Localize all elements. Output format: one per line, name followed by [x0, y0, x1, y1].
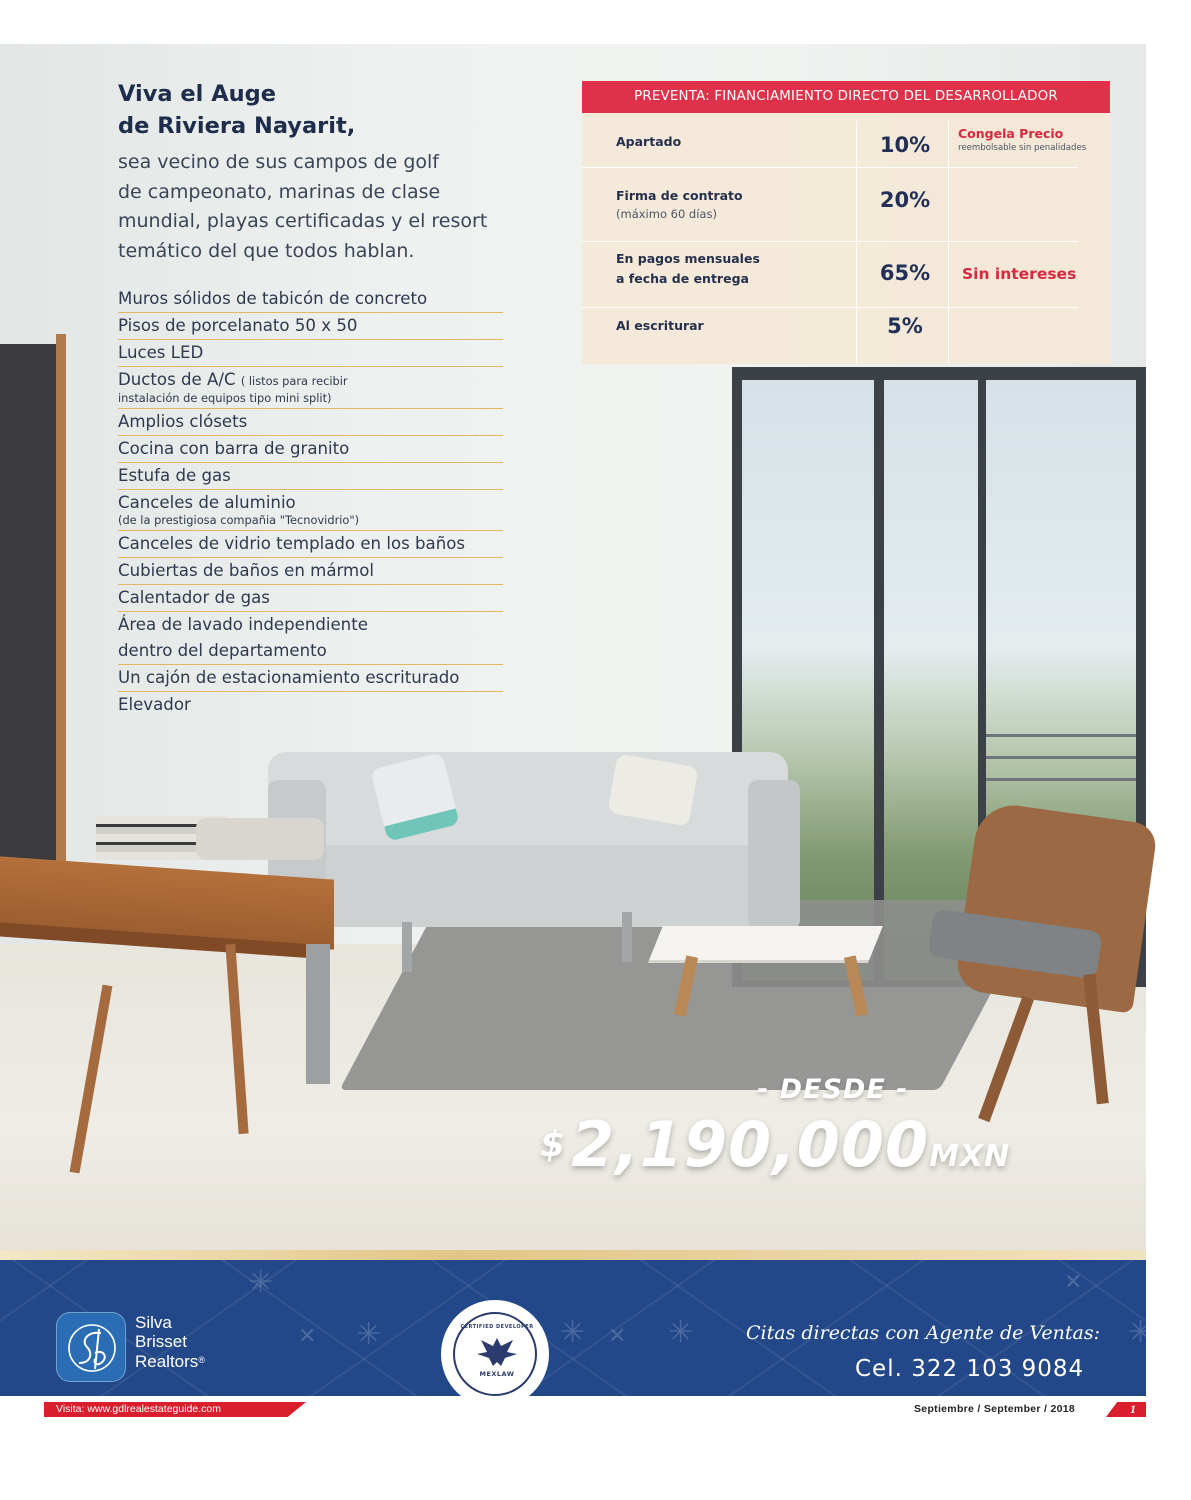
- feature-item: [118, 367, 503, 409]
- feature-item: [118, 313, 503, 340]
- financing-table: [582, 81, 1110, 364]
- feature-item: [118, 585, 503, 612]
- contact-label: Citas directas con Agente de Ventas:: [746, 1322, 1100, 1344]
- contact-banner: [0, 1260, 1154, 1396]
- financing-row-note: Sin intereses: [962, 265, 1077, 283]
- financing-row-label: Apartado: [616, 134, 682, 149]
- feature-text: Cubiertas de baños en mármol: [118, 561, 374, 580]
- coffee-table: [649, 926, 883, 960]
- financing-label-line: En pagos mensuales: [616, 251, 760, 266]
- table-divider: [582, 241, 1078, 242]
- logo-line: Silva: [135, 1313, 172, 1332]
- eagle-icon: [455, 1314, 539, 1398]
- feature-subtext: (de la prestigiosa compañia "Tecnovidrio"): [118, 513, 360, 527]
- financing-note-sub: reembolsable sin penalidades: [958, 143, 1087, 153]
- feature-item: [118, 665, 503, 692]
- dining-chair: [196, 818, 324, 860]
- feature-subtext: instalación de equipos tipo mini split): [118, 391, 332, 405]
- silva-brisset-logo: [56, 1312, 126, 1382]
- seal-name-text: MEXLAW: [479, 1370, 515, 1378]
- balcony-rail: [986, 734, 1136, 737]
- feature-item: [118, 638, 503, 665]
- sofa-leg: [402, 922, 412, 972]
- armchair: [954, 800, 1159, 1013]
- feature-item: [118, 340, 503, 367]
- ornament-icon: ✳: [1128, 1315, 1154, 1350]
- price: [540, 1108, 1010, 1181]
- financing-label-line: a fecha de entrega: [616, 271, 749, 286]
- logo-line: Brisset: [135, 1331, 187, 1351]
- logo-line: Realtors: [135, 1352, 199, 1371]
- issue-date: Septiembre / September / 2018: [914, 1403, 1076, 1415]
- feature-item: [118, 558, 503, 585]
- door-frame: [56, 334, 66, 914]
- feature-text: Estufa de gas: [118, 466, 231, 485]
- feature-text: Un cajón de estacionamiento escriturado: [118, 668, 460, 687]
- headline: [118, 78, 355, 142]
- sb-monogram-icon: [57, 1313, 127, 1383]
- financing-label-title: Firma de contrato: [616, 188, 743, 203]
- price-amount: 2,190,000: [571, 1108, 930, 1181]
- seal-top-text: CERTIFIED DEVELOPER: [460, 1324, 534, 1330]
- financing-row-percent: 5%: [887, 314, 923, 338]
- headline-line: Viva el Auge: [118, 81, 277, 107]
- feature-text: Cocina con barra de granito: [118, 439, 350, 458]
- feature-item: [118, 436, 503, 463]
- balcony-rail: [986, 778, 1136, 781]
- contact-phone[interactable]: Cel. 322 103 9084: [855, 1356, 1085, 1382]
- intro-line: de campeonato, marinas de clase: [118, 180, 441, 203]
- feature-item: [118, 612, 503, 638]
- feature-item: [118, 531, 503, 558]
- feature-item: [118, 692, 503, 718]
- financing-row-percent: 20%: [879, 188, 931, 212]
- logo-line-wrap: [135, 1351, 205, 1372]
- feature-text: Área de lavado independiente: [118, 615, 368, 634]
- financing-row-label: Al escriturar: [616, 318, 704, 333]
- sofa-leg: [622, 912, 632, 962]
- feature-note: ( listos para recibir: [240, 374, 348, 388]
- intro-line: mundial, playas certificadas y el resort: [118, 210, 488, 232]
- feature-text: Pisos de porcelanato 50 x 50: [118, 316, 358, 335]
- ornament-icon: ✕: [298, 1324, 317, 1349]
- feature-text: Canceles de aluminio: [118, 493, 296, 512]
- intro-line: temático del que todos hablan.: [118, 239, 415, 262]
- feature-text: Luces LED: [118, 343, 204, 362]
- sofa-arm: [748, 780, 800, 930]
- ornament-icon: ✳: [668, 1315, 694, 1350]
- price-unit: MXN: [929, 1139, 1011, 1174]
- financing-row-label: [616, 249, 760, 289]
- ornament-icon: ✳: [560, 1315, 586, 1350]
- logo-wordmark: [135, 1314, 205, 1372]
- feature-text: Ductos de A/C: [118, 370, 236, 389]
- registered-mark: ®: [198, 1355, 205, 1365]
- feature-text: Calentador de gas: [118, 588, 270, 607]
- financing-row-note: [958, 126, 1086, 156]
- doorway: [0, 344, 60, 904]
- ornament-icon: ✕: [1064, 1270, 1083, 1295]
- gold-divider: [0, 1250, 1146, 1260]
- feature-list: [118, 286, 503, 718]
- financing-row-percent: 10%: [879, 133, 931, 157]
- financing-note-title: Congela Precio: [958, 126, 1064, 141]
- ornament-icon: ✕: [608, 1324, 627, 1349]
- feature-text: dentro del departamento: [118, 641, 327, 660]
- headline-line: de Riviera Nayarit,: [118, 113, 356, 139]
- feature-text: Amplios clósets: [118, 412, 248, 431]
- price-prefix: - DESDE -: [757, 1074, 909, 1105]
- intro-paragraph: [118, 148, 538, 266]
- table-divider: [582, 307, 1078, 308]
- financing-row-label: [616, 187, 743, 223]
- table-divider: [582, 167, 1078, 168]
- window-pane: [884, 380, 978, 980]
- feature-text: Canceles de vidrio templado en los baños: [118, 534, 466, 553]
- certified-developer-seal: [441, 1300, 549, 1408]
- financing-row-percent: 65%: [879, 261, 931, 285]
- feature-item: [118, 490, 503, 531]
- table-divider: [856, 121, 857, 364]
- sofa-seat: [300, 845, 800, 927]
- seal-ring: [453, 1312, 537, 1396]
- feature-text-wrap: [118, 368, 503, 393]
- financing-title: PREVENTA: FINANCIAMIENTO DIRECTO DEL DESARROLLADOR: [582, 81, 1110, 113]
- page-number: 1: [1130, 1402, 1136, 1416]
- ornament-icon: ✳: [356, 1317, 382, 1352]
- feature-text: Muros sólidos de tabicón de concreto: [118, 289, 428, 308]
- feature-item: [118, 409, 503, 436]
- balcony-rail: [986, 756, 1136, 759]
- dining-table-leg: [306, 944, 330, 1084]
- ornament-icon: ✳: [248, 1265, 274, 1300]
- feature-text: Elevador: [118, 695, 191, 714]
- feature-item: [118, 286, 503, 313]
- financing-label-sub: (máximo 60 días): [616, 207, 717, 221]
- page-number-tab: [1106, 1402, 1146, 1417]
- footer-url-link[interactable]: Visita: www.gdlrealestateguide.com: [56, 1403, 221, 1415]
- intro-line: sea vecino de sus campos de golf: [118, 151, 439, 173]
- feature-item: [118, 463, 503, 490]
- price-currency: $: [540, 1124, 566, 1165]
